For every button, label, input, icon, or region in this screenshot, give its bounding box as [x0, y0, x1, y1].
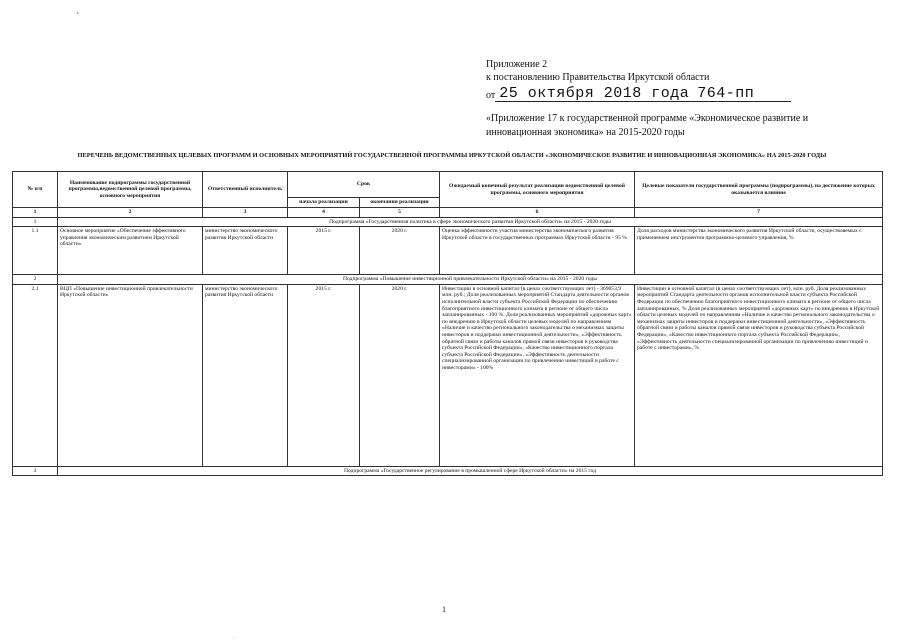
table-row [13, 284, 883, 466]
column-number: 3 [203, 208, 288, 218]
column-number: 6 [440, 208, 635, 218]
header-indicator: Целевые показатели государственной программы (подпрограммы), на достижение которых оказывается влияние [635, 172, 883, 208]
header-start: начала реализации [288, 198, 360, 208]
row-result: Инвестиции в основной капитал (в ценах соответствующих лет) - 369053,9 млн. руб.; Доля реализованных мероприятий Стандарта деятельности органов исполнительной власти субъекта Российской Федерации по обеспечению благоприятного инвестиционного климата в регионе от общего числа запланированных - 100 %. Доля реализованных мероприятий «дорожных карт» по внедрению в Иркутской области целевых моделей по направлениям «Наличие и качество регионального законодательства о механизмах защиты инвесторов и поддержки инвестиционной деятельности», «Эффективность обратной связи и работы каналов прямой связи инвесторов и руководства субъекта Российской Федерации», «Качество инвестиционного портала субъекта Российской Федерации», «Эффективность деятельности специализированной организации по привлечению инвестиций и работе с инвесторами» - 100% [440, 284, 635, 466]
from-label: от [486, 90, 496, 101]
header-term: Срок [288, 172, 440, 198]
subprogram-title: Подпрограмма «Государственная политика в сфере экономического развития Иркутской области» на 2015 - 2020 годы [58, 217, 883, 227]
row-end: 2020 г. [360, 227, 440, 275]
header-num: № п/п [13, 172, 58, 208]
subprogram-row [13, 275, 883, 285]
subprogram-title: Подпрограмма «Государственное регулирование в промышленной сфере Иркутской области» на 2015 год [58, 466, 883, 476]
row-start: 2015 г. [288, 284, 360, 466]
header-end: окончания реализации [360, 198, 440, 208]
resolution-label: к постановлению Правительства Иркутской области [486, 72, 710, 83]
row-start: 2015 г. [288, 227, 360, 275]
column-number: 5 [360, 208, 440, 218]
row-num: 1.1 [13, 227, 58, 275]
program-note: «Приложение 17 к государственной программе «Экономическое развитие и инновационная экономика» на 2015-2020 годы [486, 113, 809, 138]
row-indicator: Инвестиции в основной капитал (в ценах соответствующих лет), млн. руб. Доля реализованных мероприятий Стандарта деятельности органов исполнительной власти субъекта Российской Федерации по обеспечению благоприятного инвестиционного климата в регионе от общего числа запланированных, % Доля реализованных мероприятий «дорожных карт» по внедрению в Иркутской области целевых моделей по направлениям «Наличие и качество регионального законодательства о механизмах защиты инвесторов и поддержки инвестиционной деятельности», «Эффективность обратной связи и работы каналов прямой связи инвесторов и руководства субъекта Российской Федерации», «Качество инвестиционного портала субъекта Российской Федерации», «Эффективность деятельности специализированной организации по привлечению инвестиций и работе с инвесторами», % [635, 284, 883, 466]
subprogram-num: 1 [13, 217, 58, 227]
resolution-number: 764-пп [693, 87, 791, 102]
column-number: 1 [13, 208, 58, 218]
document-title: ПЕРЕЧЕНЬ ВЕДОМСТВЕННЫХ ЦЕЛЕВЫХ ПРОГРАММ И ОСНОВНЫХ МЕРОПРИЯТИЙ ГОСУДАРСТВЕННОЙ ПРОГРАММЫ ИРКУТСКОЙ ОБЛАСТИ «ЭКОНОМИЧЕСКОЕ РАЗВИТИЕ И ИННОВАЦИОННАЯ ЭКОНОМИКА» НА 2015-2020 ГОДЫ [77, 152, 827, 159]
subprogram-row [13, 217, 883, 227]
subprogram-num: 3 [13, 466, 58, 476]
column-number: 2 [58, 208, 203, 218]
row-executor: министерство экономического развития Иркутской области [203, 227, 288, 275]
header-result: Ожидаемый конечный результат реализации ведомственной целевой программы, основного мероприятия [440, 172, 635, 208]
scan-mark: ` [76, 12, 80, 23]
subprogram-num: 2 [13, 275, 58, 285]
programs-table [12, 171, 883, 476]
row-indicator: Доля расходов министерства экономического развития Иркутской области, осуществляемых с применением инструментов программно-целевого управления, % [635, 227, 883, 275]
row-num: 2.1 [13, 284, 58, 466]
header-name: Наименование подпрограммы государственной программы,ведомственной целевой программы, основного мероприятия [58, 172, 203, 208]
resolution-date: 25 октября 2018 года [495, 87, 693, 102]
subprogram-title: Подпрограмма «Повышение инвестиционной привлекательности Иркутской области» на 2015 - 2020 годы [58, 275, 883, 285]
subprogram-row [13, 466, 883, 476]
scan-dot: . [233, 634, 235, 640]
table-row [13, 227, 883, 275]
row-executor: министерство экономического развития Иркутской области [203, 284, 288, 466]
row-name: Основное мероприятие «Обеспечение эффективного управления экономическим развитием Иркутской области» [58, 227, 203, 275]
document-header [486, 58, 876, 140]
resolution-date-line [486, 85, 876, 102]
header-executor: Ответственный исполнитель [203, 172, 288, 208]
column-numbers-row [13, 208, 883, 218]
column-number: 4 [288, 208, 360, 218]
row-result: Оценка эффективности участия министерства экономического развития Иркутской области в государственных программах Иркутской области - 95 % [440, 227, 635, 275]
page-number: 1 [442, 605, 446, 614]
column-number: 7 [635, 208, 883, 218]
row-end: 2020 г. [360, 284, 440, 466]
appendix-label: Приложение 2 [486, 59, 548, 70]
row-name: ВЦП «Повышение инвестиционной привлекательности Иркутской области» [58, 284, 203, 466]
